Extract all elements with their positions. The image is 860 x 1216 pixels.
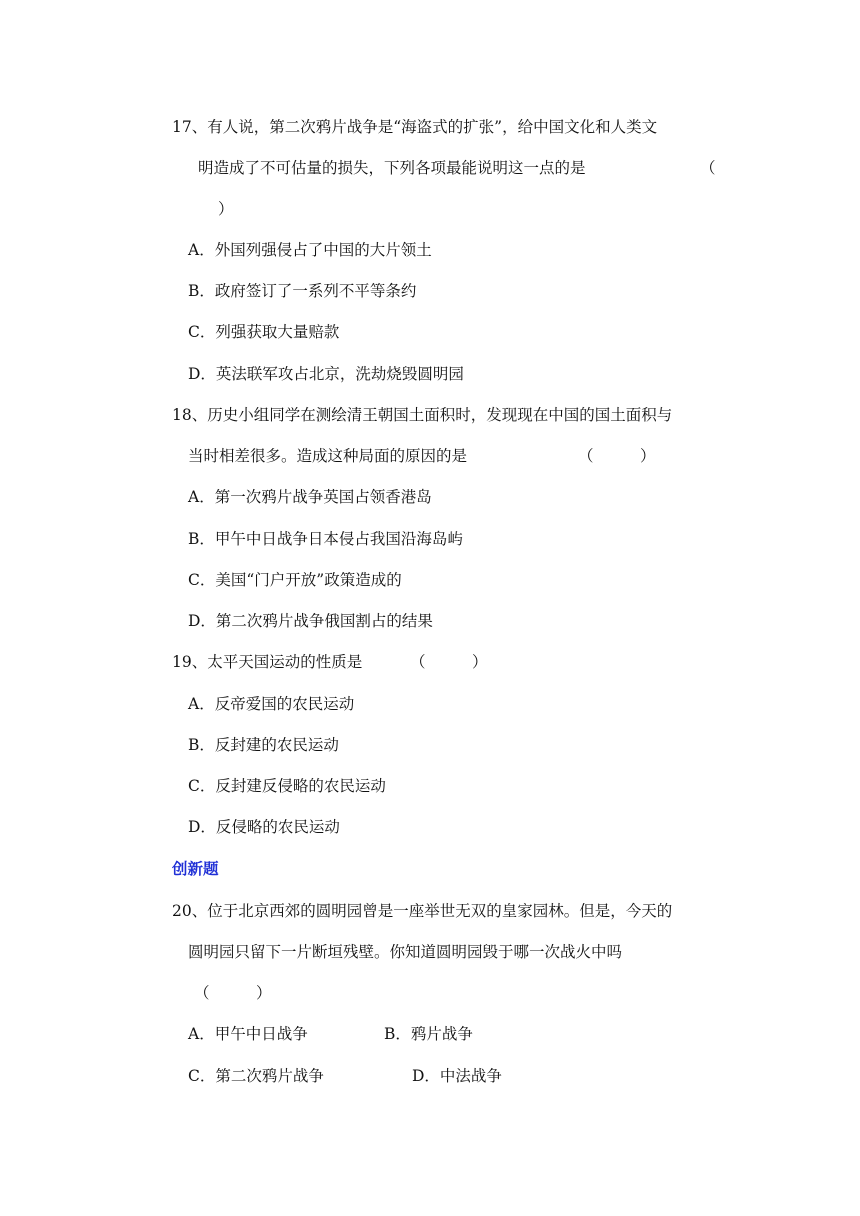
q17-answer-paren-open: （	[700, 159, 716, 177]
q19-option-a: A．反帝爱国的农民运动	[188, 695, 355, 713]
q18-answer-paren: （ ）	[578, 447, 656, 465]
q18-option-d: D．第二次鸦片战争俄国割占的结果	[188, 612, 433, 630]
q17-option-a: A．外国列强侵占了中国的大片领土	[188, 241, 432, 259]
q20-option-b: B．鸦片战争	[384, 1025, 473, 1043]
q18-option-c: C．美国“门户开放”政策造成的	[188, 571, 402, 589]
q19-stem: 19、太平天国运动的性质是	[172, 653, 363, 671]
q18-option-a: A．第一次鸦片战争英国占领香港岛	[188, 488, 432, 506]
section-heading-innovation: 创新题	[172, 860, 219, 878]
q17-answer-paren-close: ）	[218, 200, 234, 218]
q17-option-c: C．列强获取大量赔款	[188, 323, 340, 341]
q19-answer-paren: （ ）	[410, 653, 488, 671]
q19-option-d: D．反侵略的农民运动	[188, 818, 340, 836]
q18-option-b: B．甲午中日战争日本侵占我国沿海岛屿	[188, 530, 463, 548]
q18-stem-line-2: 当时相差很多。造成这种局面的原因的是	[188, 447, 468, 465]
q20-stem-line-1: 20、位于北京西郊的圆明园曾是一座举世无双的皇家园林。但是，今天的	[172, 902, 673, 920]
q17-option-b: B．政府签订了一系列不平等条约	[188, 282, 417, 300]
q19-option-c: C．反封建反侵略的农民运动	[188, 777, 386, 795]
q20-answer-paren: （ ）	[194, 984, 272, 1002]
q17-option-d: D．英法联军攻占北京，洗劫烧毁圆明园	[188, 365, 464, 383]
q17-stem-line-2: 明造成了不可估量的损失，下列各项最能说明这一点的是	[198, 159, 586, 177]
q19-option-b: B．反封建的农民运动	[188, 736, 339, 754]
q20-stem-line-2: 圆明园只留下一片断垣残壁。你知道圆明园毁于哪一次战火中吗	[188, 943, 623, 961]
q17-stem-line-1: 17、有人说，第二次鸦片战争是“海盗式的扩张”，给中国文化和人类文	[172, 118, 658, 136]
q20-option-d: D．中法战争	[412, 1067, 502, 1085]
q20-option-a: A．甲午中日战争	[188, 1025, 308, 1043]
q20-option-c: C．第二次鸦片战争	[188, 1067, 324, 1085]
q18-stem-line-1: 18、历史小组同学在测绘清王朝国土面积时，发现现在中国的国土面积与	[172, 406, 673, 424]
